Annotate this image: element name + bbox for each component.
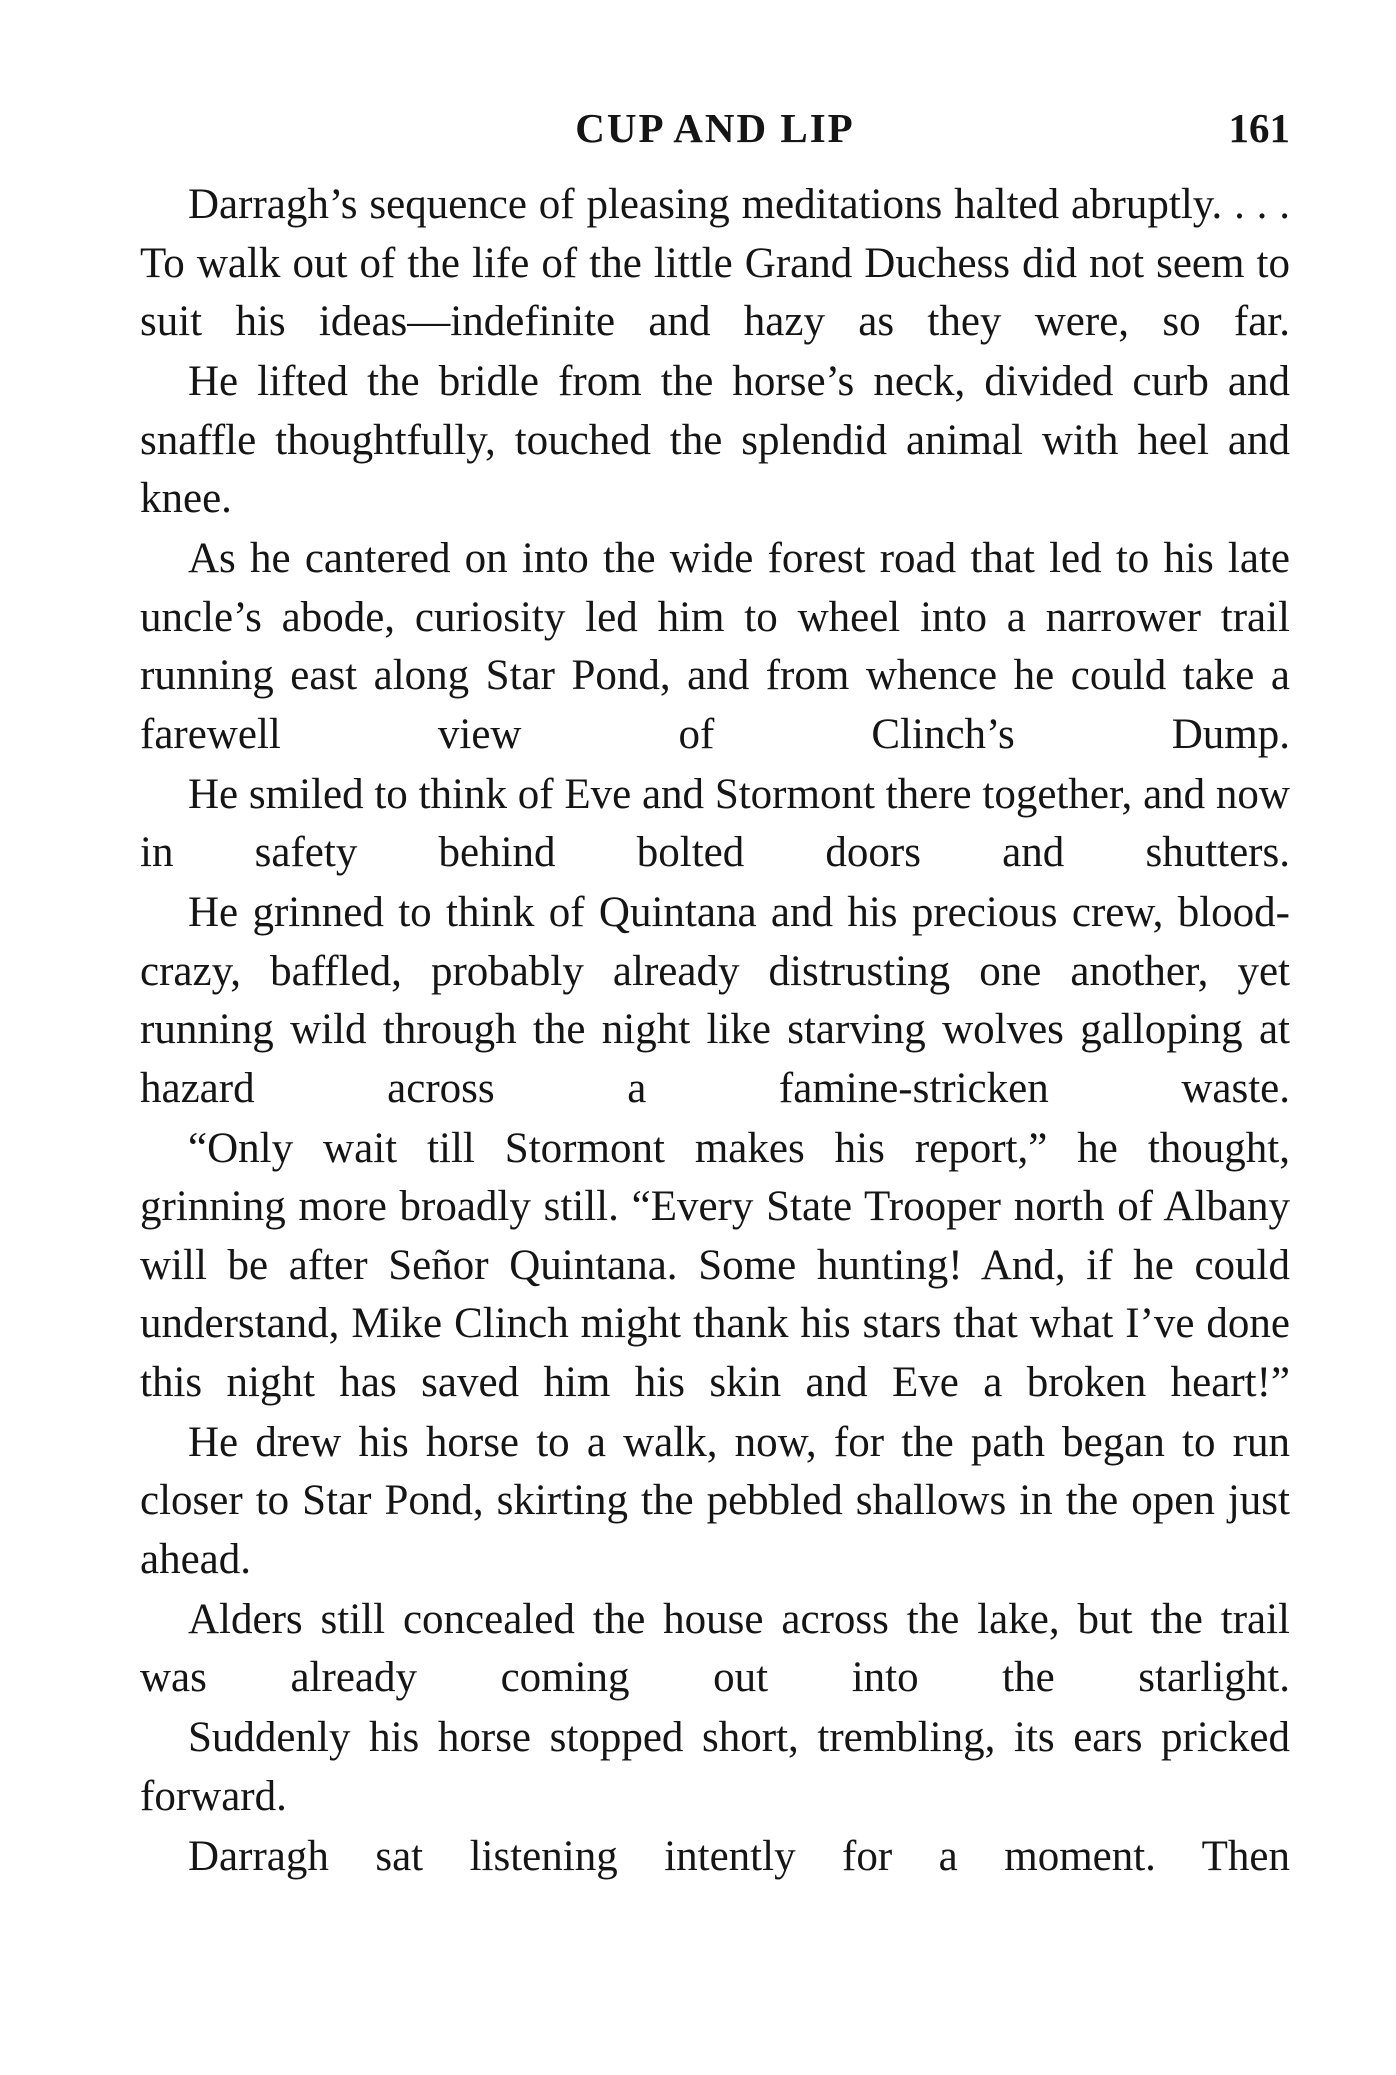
paragraph: Darragh sat listening intently for a moment. Then bbox=[188, 1832, 1290, 1880]
running-head bbox=[140, 98, 1290, 158]
paragraph: He drew his horse to a walk, now, for the path began to run closer to Star Pond, skirting the pebbled shallows in the open just ahead. bbox=[140, 1418, 1290, 1583]
body-text bbox=[140, 176, 1290, 1886]
paragraph: Darragh’s sequence of pleasing meditations halted abruptly. . . . To walk out of the life of the little Grand Duchess did not seem to suit his ideas—indefinite and hazy as they were, so far. bbox=[140, 181, 1290, 345]
paragraph: He grinned to think of Quintana and his precious crew, blood-crazy, baffled, probably already distrusting one another, yet running wild through the night like starving wolves galloping at hazard across a famine-stricken waste. bbox=[140, 889, 1290, 1112]
paragraph: “Only wait till Stormont makes his report,” he thought, grinning more broadly still. “Every State Trooper north of Albany will be after Señor Quintana. Some hunting! And, if he could understand, Mike Clinch might thank his stars that what I’ve done this night has saved him his skin and Eve a broken heart!” bbox=[140, 1124, 1290, 1406]
paragraph: Suddenly his horse stopped short, trembling, its ears pricked forward. bbox=[140, 1714, 1290, 1820]
page-number: 161 bbox=[1228, 105, 1290, 151]
paragraph: Alders still concealed the house across the lake, but the trail was already coming out into the starlight. bbox=[140, 1595, 1290, 1701]
paragraph: He smiled to think of Eve and Stormont there together, and now in safety behind bolted doors and shutters. bbox=[140, 770, 1290, 876]
paragraph: He lifted the bridle from the horse’s neck, divided curb and snaffle thoughtfully, touched the splendid animal with heel and knee. bbox=[140, 358, 1290, 522]
paragraph: As he cantered on into the wide forest road that led to his late uncle’s abode, curiosity led him to wheel into a narrower trail running east along Star Pond, and from whence he could take a farewell view of Clinch’s Dump. bbox=[140, 535, 1290, 758]
running-title: CUP AND LIP bbox=[575, 105, 855, 151]
